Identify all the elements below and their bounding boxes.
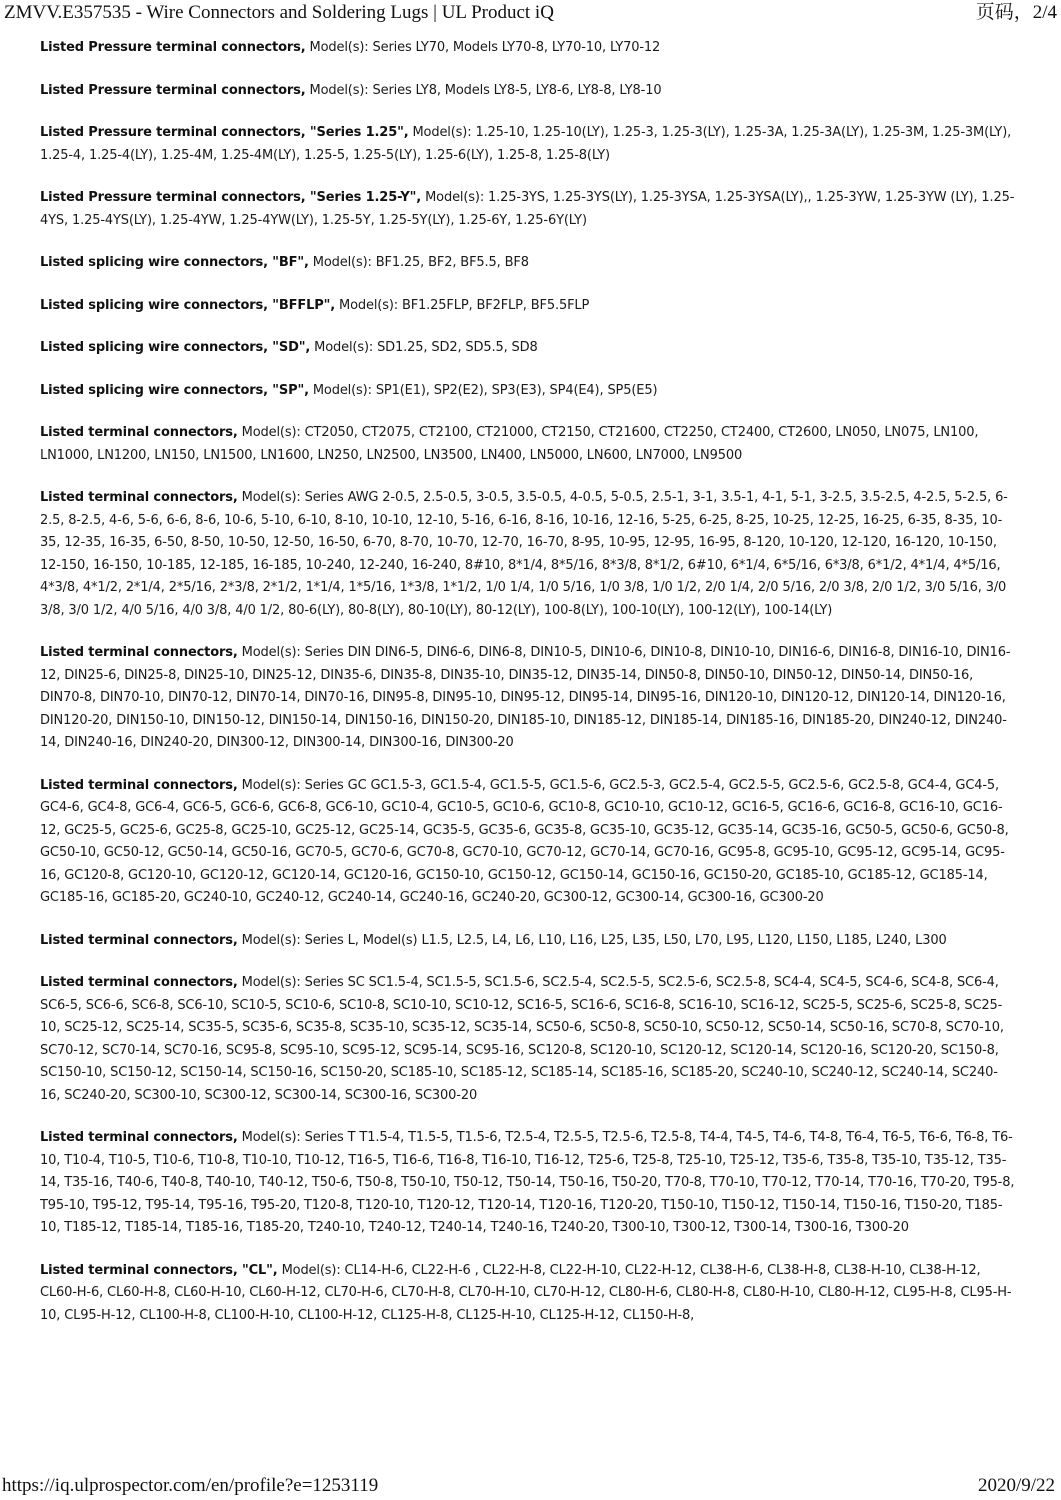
document-title: ZMVV.E357535 - Wire Connectors and Soldering Lugs | UL Product iQ	[4, 2, 554, 23]
entry-label: Listed Pressure terminal connectors, "Series 1.25",	[40, 125, 409, 140]
entry-models: Model(s): Series GC GC1.5-3, GC1.5-4, GC1.5-5, GC1.5-6, GC2.5-3, GC2.5-4, GC2.5-5, GC2.5-6, GC2.5-8, GC4-4, GC4-5, GC4-6, GC4-8, GC6-4, GC6-5, GC6-6, GC6-8, GC6-10, GC10-4, GC10-5, GC10-6, GC10-8, GC10-10, GC10-12, GC16-5, GC16-6, GC16-8, GC16-10, GC16-12, GC25-5, GC25-6, GC25-8, GC25-10, GC25-12, GC25-14, GC35-5, GC35-6, GC35-8, GC35-10, GC35-12, GC35-14, GC35-16, GC50-5, GC50-6, GC50-8, GC50-10, GC50-12, GC50-14, GC50-16, GC70-5, GC70-6, GC70-8, GC70-10, GC70-12, GC70-14, GC70-16, GC95-8, GC95-10, GC95-12, GC95-14, GC95-16, GC120-8, GC120-10, GC120-12, GC120-14, GC120-16, GC150-10, GC150-12, GC150-14, GC150-16, GC150-20, GC185-10, GC185-12, GC185-14, GC185-16, GC185-20, GC240-10, GC240-12, GC240-14, GC240-16, GC240-20, GC300-12, GC300-14, GC300-16, GC300-20	[40, 777, 1009, 905]
print-footer	[0, 1474, 1061, 1500]
entry-label: Listed terminal connectors,	[40, 1130, 238, 1145]
entry-label: Listed terminal connectors,	[40, 645, 238, 660]
listing-entry	[40, 487, 1015, 622]
entry-models: Model(s): 1.25-3YS, 1.25-3YS(LY), 1.25-3YSA, 1.25-3YSA(LY),, 1.25-3YW, 1.25-3YW (LY), 1.25-4YS, 1.25-4YS(LY), 1.25-4YW, 1.25-4YW(LY), 1.25-5Y, 1.25-5Y(LY), 1.25-6Y, 1.25-6Y(LY)	[40, 190, 1015, 228]
page-url: https://iq.ulprospector.com/en/profile?e=1253119	[2, 1475, 379, 1496]
document-body	[40, 37, 1015, 1460]
entry-models: Model(s): SP1(E1), SP2(E2), SP3(E3), SP4(E4), SP5(E5)	[308, 382, 658, 398]
entry-models: Model(s): BF1.25, BF2, BF5.5, BF8	[308, 255, 529, 270]
entry-label: Listed terminal connectors,	[40, 490, 238, 505]
listing-entry	[40, 37, 1015, 60]
listing-entry	[40, 775, 1015, 910]
entry-models: Model(s): CT2050, CT2075, CT2100, CT21000, CT2150, CT21600, CT2250, CT2400, CT2600, LN050, LN075, LN100, LN1000, LN1200, LN150, LN1500, LN1600, LN250, LN2500, LN3500, LN400, LN5000, LN600, LN7000, LN9500	[40, 425, 979, 463]
entry-models: Model(s): Series SC SC1.5-4, SC1.5-5, SC1.5-6, SC2.5-4, SC2.5-5, SC2.5-6, SC2.5-8, SC4-4, SC4-5, SC4-6, SC4-8, SC6-4, SC6-5, SC6-6, SC6-8, SC6-10, SC10-5, SC10-6, SC10-8, SC10-10, SC10-12, SC16-5, SC16-6, SC16-8, SC16-10, SC16-12, SC25-5, SC25-6, SC25-8, SC25-10, SC25-12, SC25-14, SC35-5, SC35-6, SC35-8, SC35-10, SC35-12, SC35-14, SC50-6, SC50-8, SC50-10, SC50-12, SC50-14, SC50-16, SC70-8, SC70-10, SC70-12, SC70-14, SC70-16, SC95-8, SC95-10, SC95-12, SC95-14, SC95-16, SC120-8, SC120-10, SC120-12, SC120-14, SC120-16, SC120-20, SC150-8, SC150-10, SC150-12, SC150-14, SC150-16, SC150-20, SC185-10, SC185-12, SC185-14, SC185-16, SC185-20, SC240-10, SC240-12, SC240-14, SC240-16, SC240-20, SC300-10, SC300-12, SC300-14, SC300-16, SC300-20	[40, 975, 1004, 1103]
entry-label: Listed Pressure terminal connectors,	[40, 82, 306, 98]
entry-label: Listed splicing wire connectors, "SD",	[40, 340, 311, 355]
listing-entry	[40, 252, 1015, 275]
listing-entry	[40, 80, 1015, 103]
entry-models: Model(s): Series L, Model(s) L1.5, L2.5, L4, L6, L10, L16, L25, L35, L50, L70, L95, L120, L150, L185, L240, L300	[237, 932, 947, 948]
entry-models: Model(s): BF1.25FLP, BF2FLP, BF5.5FLP	[335, 297, 590, 313]
listing-entry	[40, 337, 1015, 360]
entry-label: Listed terminal connectors, "CL",	[40, 1262, 278, 1278]
listing-entry	[40, 380, 1015, 403]
entry-label: Listed terminal connectors,	[40, 425, 238, 440]
listing-entry	[40, 187, 1015, 232]
entry-models: Model(s): Series LY70, Models LY70-8, LY70-10, LY70-12	[305, 40, 661, 55]
entry-label: Listed Pressure terminal connectors,	[40, 40, 306, 55]
print-header	[0, 0, 1061, 26]
entry-models: Model(s): Series LY8, Models LY8-5, LY8-6, LY8-8, LY8-10	[305, 82, 662, 98]
listing-entry	[40, 972, 1015, 1107]
page-indicator: 页码，2/4	[975, 2, 1057, 23]
entry-label: Listed terminal connectors,	[40, 975, 238, 990]
entry-models: Model(s): Series DIN DIN6-5, DIN6-6, DIN6-8, DIN10-5, DIN10-6, DIN10-8, DIN10-10, DIN16-6, DIN16-8, DIN16-10, DIN16-12, DIN25-6, DIN25-8, DIN25-10, DIN25-12, DIN35-6, DIN35-8, DIN35-10, DIN35-12, DIN35-14, DIN50-8, DIN50-10, DIN50-12, DIN50-14, DIN50-16, DIN70-8, DIN70-10, DIN70-12, DIN70-14, DIN70-16, DIN95-8, DIN95-10, DIN95-12, DIN95-14, DIN95-16, DIN120-10, DIN120-12, DIN120-14, DIN120-16, DIN120-20, DIN150-10, DIN150-12, DIN150-14, DIN150-16, DIN150-20, DIN185-10, DIN185-12, DIN185-14, DIN185-16, DIN185-20, DIN240-12, DIN240-14, DIN240-16, DIN240-20, DIN300-12, DIN300-14, DIN300-16, DIN300-20	[40, 645, 1011, 750]
entry-label: Listed splicing wire connectors, "BF",	[40, 255, 309, 270]
entry-models: Model(s): Series AWG 2-0.5, 2.5-0.5, 3-0.5, 3.5-0.5, 4-0.5, 5-0.5, 2.5-1, 3-1, 3.5-1, 4-1, 5-1, 3-2.5, 3.5-2.5, 4-2.5, 5-2.5, 6-2.5, 8-2.5, 4-6, 5-6, 6-6, 8-6, 10-6, 5-10, 6-10, 8-10, 10-10, 12-10, 5-16, 6-16, 8-16, 10-16, 12-16, 5-25, 6-25, 8-25, 10-25, 12-25, 16-25, 6-35, 8-35, 10-35, 12-35, 16-35, 6-50, 8-50, 10-50, 12-50, 16-50, 6-70, 8-70, 10-70, 12-70, 16-70, 8-95, 10-95, 12-95, 16-95, 8-120, 10-120, 12-120, 16-120, 10-150, 12-150, 16-150, 10-185, 12-185, 16-185, 10-240, 12-240, 16-240, 8#10, 8*1/4, 8*5/16, 8*3/8, 8*1/2, 6#10, 6*1/4, 6*5/16, 6*3/8, 6*1/2, 4*1/4, 4*5/16, 4*3/8, 4*1/2, 2*1/4, 2*5/16, 2*3/8, 2*1/2, 1*1/4, 1*5/16, 1*3/8, 1*1/2, 1/0 1/4, 1/0 5/16, 1/0 3/8, 1/0 1/2, 2/0 1/4, 2/0 5/16, 2/0 3/8, 2/0 1/2, 3/0 5/16, 3/0 3/8, 3/0 1/2, 4/0 5/16, 4/0 3/8, 4/0 1/2, 80-6(LY), 80-8(LY), 80-10(LY), 80-12(LY), 100-8(LY), 100-10(LY), 100-12(LY), 100-14(LY)	[40, 490, 1008, 618]
listing-entry	[40, 295, 1015, 318]
entry-models: Model(s): Series T T1.5-4, T1.5-5, T1.5-6, T2.5-4, T2.5-5, T2.5-6, T2.5-8, T4-4, T4-5, T4-6, T4-8, T6-4, T6-5, T6-6, T6-8, T6-10, T10-4, T10-5, T10-6, T10-8, T10-10, T10-12, T16-5, T16-6, T16-8, T16-10, T16-12, T25-6, T25-8, T25-10, T25-12, T35-6, T35-8, T35-10, T35-12, T35-14, T35-16, T40-6, T40-8, T40-10, T40-12, T50-6, T50-8, T50-10, T50-12, T50-14, T50-16, T50-20, T70-8, T70-10, T70-12, T70-14, T70-16, T70-20, T95-8, T95-10, T95-12, T95-14, T95-16, T95-20, T120-8, T120-10, T120-12, T120-14, T120-16, T120-20, T150-10, T150-12, T150-14, T150-16, T150-20, T185-10, T185-12, T185-14, T185-16, T185-20, T240-10, T240-12, T240-14, T240-16, T240-20, T300-10, T300-12, T300-14, T300-16, T300-20	[40, 1130, 1015, 1235]
entry-label: Listed splicing wire connectors, "BFFLP",	[40, 297, 336, 313]
listing-entry	[40, 642, 1015, 755]
listing-entry	[40, 930, 1015, 953]
entry-label: Listed terminal connectors,	[40, 777, 238, 793]
entry-models: Model(s): 1.25-10, 1.25-10(LY), 1.25-3, 1.25-3(LY), 1.25-3A, 1.25-3A(LY), 1.25-3M, 1.25-3M(LY), 1.25-4, 1.25-4(LY), 1.25-4M, 1.25-4M(LY), 1.25-5, 1.25-5(LY), 1.25-6(LY), 1.25-8, 1.25-8(LY)	[40, 125, 1012, 163]
entry-label: Listed Pressure terminal connectors, "Series 1.25-Y",	[40, 190, 422, 205]
entry-models: Model(s): CL14-H-6, CL22-H-6 , CL22-H-8, CL22-H-10, CL22-H-12, CL38-H-6, CL38-H-8, CL38-H-10, CL38-H-12, CL60-H-6, CL60-H-8, CL60-H-10, CL60-H-12, CL70-H-6, CL70-H-8, CL70-H-10, CL70-H-12, CL80-H-6, CL80-H-8, CL80-H-10, CL80-H-12, CL95-H-8, CL95-H-10, CL95-H-12, CL100-H-8, CL100-H-10, CL100-H-12, CL125-H-8, CL125-H-10, CL125-H-12, CL150-H-8,	[40, 1262, 1012, 1323]
listing-entry	[40, 122, 1015, 167]
entry-label: Listed terminal connectors,	[40, 932, 238, 948]
listing-entry	[40, 1260, 1015, 1328]
listing-entry	[40, 422, 1015, 467]
entry-models: Model(s): SD1.25, SD2, SD5.5, SD8	[310, 340, 538, 355]
print-date: 2020/9/22	[977, 1475, 1055, 1496]
listing-entry	[40, 1127, 1015, 1240]
entry-label: Listed splicing wire connectors, "SP",	[40, 382, 309, 398]
